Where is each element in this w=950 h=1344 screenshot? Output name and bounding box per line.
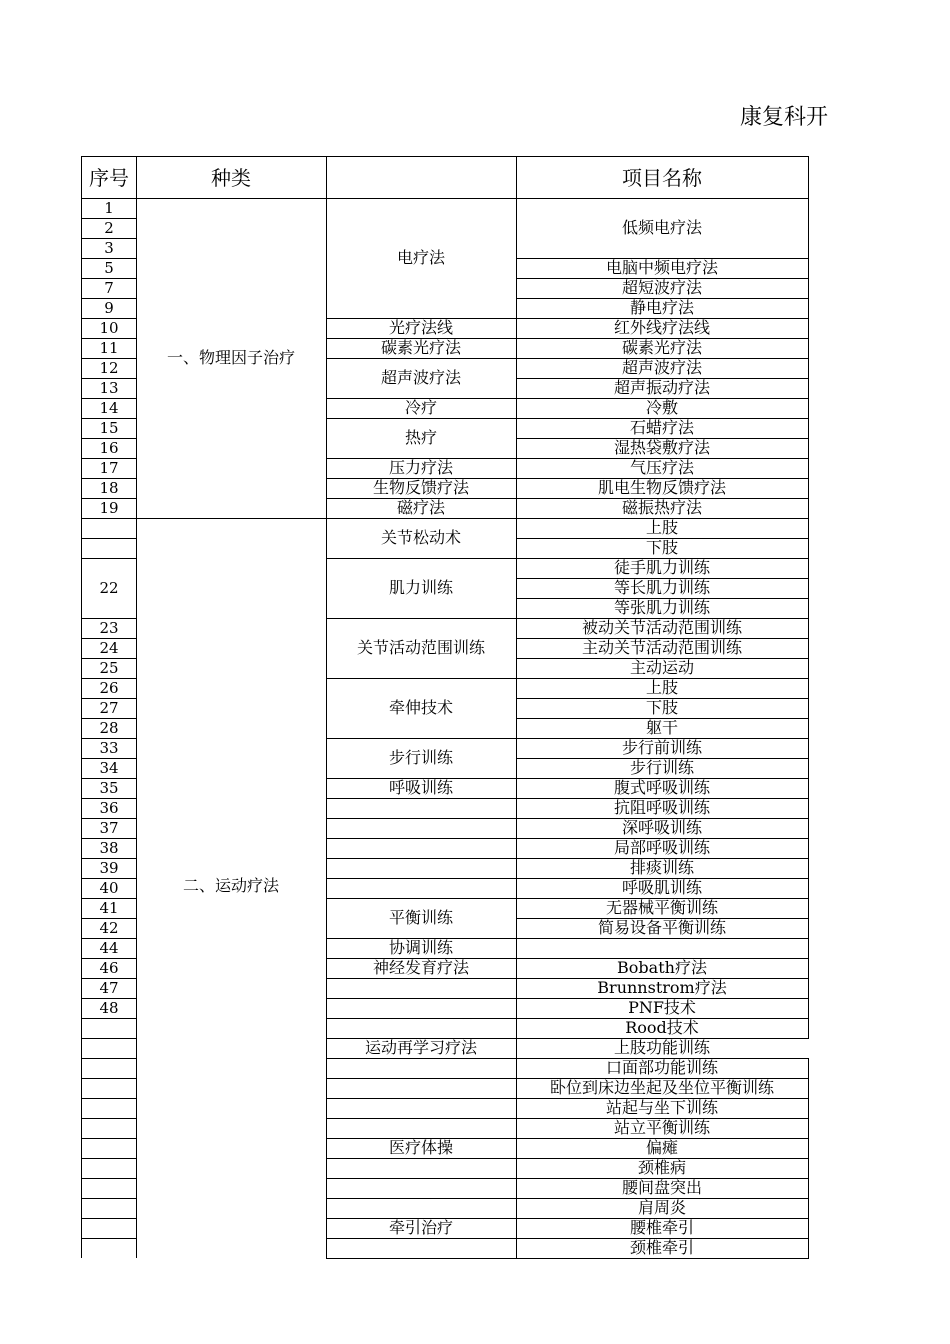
item-cell: Brunnstrom疗法 <box>597 978 727 997</box>
header-kind: 种类 <box>211 165 251 190</box>
grid-line <box>81 1238 136 1239</box>
method-cell: 光疗法线 <box>388 318 453 337</box>
item-cell: Bobath疗法 <box>617 958 707 977</box>
method-cell: 压力疗法 <box>388 458 453 477</box>
method-cell <box>326 1198 516 1218</box>
method-cell: 步行训练 <box>388 748 453 767</box>
kind-exercise-therapy: 二、运动疗法 <box>182 876 279 895</box>
item-cell: 上肢 <box>645 678 678 697</box>
item-cell: 超声振动疗法 <box>613 378 710 397</box>
seq-cell <box>82 1118 136 1138</box>
seq-cell: 36 <box>99 798 119 817</box>
seq-cell: 16 <box>99 438 119 457</box>
header-method <box>326 157 516 198</box>
item-cell: 上肢功能训练 <box>613 1038 710 1057</box>
seq-cell: 14 <box>99 398 119 417</box>
item-cell: 排痰训练 <box>629 858 694 877</box>
seq-cell <box>82 1058 136 1078</box>
method-cell: 平衡训练 <box>388 908 453 927</box>
seq-cell: 39 <box>99 858 119 877</box>
seq-cell <box>82 1018 136 1038</box>
method-cell: 热疗 <box>404 428 437 447</box>
item-cell: 腰椎牵引 <box>629 1218 694 1237</box>
method-cell <box>326 818 516 838</box>
seq-cell: 35 <box>99 778 119 797</box>
seq-cell: 25 <box>99 658 119 677</box>
item-cell: 下肢 <box>645 698 678 717</box>
method-cell <box>326 1238 516 1258</box>
seq-cell: 3 <box>104 238 114 257</box>
seq-cell: 17 <box>99 458 119 477</box>
item-cell: 口面部功能训练 <box>605 1058 718 1077</box>
item-cell: 冷敷 <box>645 398 678 417</box>
item-cell: 躯干 <box>645 718 678 737</box>
method-cell <box>326 998 516 1018</box>
method-cell <box>326 978 516 998</box>
seq-cell: 34 <box>99 758 119 777</box>
seq-cell <box>82 518 136 538</box>
item-cell: 主动关节活动范围训练 <box>581 638 742 657</box>
method-cell: 电疗法 <box>396 248 445 267</box>
item-cell: 磁振热疗法 <box>621 498 702 517</box>
item-cell: 肩周炎 <box>637 1198 686 1217</box>
item-cell: 步行训练 <box>629 758 694 777</box>
item-cell: 颈椎病 <box>637 1158 686 1177</box>
method-cell: 碳素光疗法 <box>380 338 461 357</box>
seq-cell: 47 <box>99 978 119 997</box>
item-cell: 卧位到床边坐起及坐位平衡训练 <box>549 1078 774 1097</box>
item-cell: 站起与坐下训练 <box>605 1098 718 1117</box>
seq-cell <box>82 538 136 558</box>
seq-cell: 22 <box>99 578 119 597</box>
seq-cell: 12 <box>99 358 119 377</box>
seq-cell: 26 <box>99 678 119 697</box>
item-cell: 偏瘫 <box>645 1138 678 1157</box>
method-cell: 医疗体操 <box>388 1138 453 1157</box>
item-cell: 湿热袋敷疗法 <box>613 438 710 457</box>
seq-cell: 27 <box>99 698 119 717</box>
seq-cell: 40 <box>99 878 119 897</box>
method-cell <box>326 1078 516 1098</box>
header-seq: 序号 <box>89 165 129 190</box>
item-cell: 颈椎牵引 <box>629 1238 694 1257</box>
item-cell: 步行前训练 <box>621 738 702 757</box>
item-cell: Rood技术 <box>625 1018 699 1037</box>
seq-cell: 33 <box>99 738 119 757</box>
method-cell <box>326 1018 516 1038</box>
method-cell: 冷疗 <box>404 398 437 417</box>
seq-cell: 28 <box>99 718 119 737</box>
seq-cell <box>82 1138 136 1158</box>
method-cell: 关节松动术 <box>380 528 461 547</box>
seq-cell: 42 <box>99 918 119 937</box>
seq-cell: 44 <box>99 938 119 957</box>
item-cell: 气压疗法 <box>629 458 694 477</box>
seq-cell: 46 <box>99 958 119 977</box>
item-cell <box>516 938 808 958</box>
seq-cell: 15 <box>99 418 119 437</box>
seq-cell <box>82 1198 136 1218</box>
seq-cell: 23 <box>99 618 119 637</box>
method-cell <box>326 1098 516 1118</box>
seq-cell: 41 <box>99 898 119 917</box>
method-cell: 牵引治疗 <box>388 1218 453 1237</box>
item-cell: 深呼吸训练 <box>621 818 702 837</box>
method-cell: 磁疗法 <box>396 498 445 517</box>
method-cell <box>326 1058 516 1078</box>
item-cell: 静电疗法 <box>629 298 694 317</box>
item-cell: 等长肌力训练 <box>613 578 710 597</box>
method-cell <box>326 1118 516 1138</box>
seq-cell: 11 <box>99 338 119 357</box>
item-cell: 上肢 <box>645 518 678 537</box>
item-cell: 抗阻呼吸训练 <box>613 798 710 817</box>
method-cell: 生物反馈疗法 <box>372 478 469 497</box>
method-cell: 超声波疗法 <box>380 368 461 387</box>
item-cell: 下肢 <box>645 538 678 557</box>
item-cell: 碳素光疗法 <box>621 338 702 357</box>
item-cell: 腰间盘突出 <box>621 1178 702 1197</box>
item-cell: 局部呼吸训练 <box>613 838 710 857</box>
seq-cell <box>82 1078 136 1098</box>
seq-cell: 18 <box>99 478 119 497</box>
item-cell: 超声波疗法 <box>621 358 702 377</box>
method-cell <box>326 838 516 858</box>
item-cell: 肌电生物反馈疗法 <box>597 478 726 497</box>
item-cell: 被动关节活动范围训练 <box>581 618 742 637</box>
seq-cell <box>82 1178 136 1198</box>
method-cell: 肌力训练 <box>388 578 453 597</box>
header-item: 项目名称 <box>622 165 702 190</box>
item-cell: PNF技术 <box>628 998 696 1017</box>
item-cell: 红外线疗法线 <box>613 318 710 337</box>
seq-cell: 48 <box>99 998 119 1017</box>
item-cell: 徒手肌力训练 <box>613 558 710 577</box>
method-cell: 运动再学习疗法 <box>364 1038 477 1057</box>
seq-cell: 38 <box>99 838 119 857</box>
grid-line <box>808 156 809 1038</box>
method-cell <box>326 858 516 878</box>
method-cell: 神经发育疗法 <box>372 958 469 977</box>
seq-cell: 19 <box>99 498 119 517</box>
seq-cell: 37 <box>99 818 119 837</box>
item-cell: 超短波疗法 <box>621 278 702 297</box>
sheet-title: 康复科开 <box>740 105 829 130</box>
item-cell: 无器械平衡训练 <box>605 898 718 917</box>
item-cell: 主动运动 <box>629 658 694 677</box>
seq-cell <box>82 1218 136 1238</box>
seq-cell: 7 <box>104 278 114 297</box>
seq-cell: 24 <box>99 638 119 657</box>
item-cell: 站立平衡训练 <box>613 1118 710 1137</box>
item-cell: 电脑中频电疗法 <box>605 258 718 277</box>
method-cell <box>326 878 516 898</box>
seq-cell <box>82 1098 136 1118</box>
seq-cell: 10 <box>99 318 119 337</box>
seq-cell <box>82 1038 136 1058</box>
method-cell: 呼吸训练 <box>388 778 453 797</box>
method-cell <box>326 798 516 818</box>
item-cell: 简易设备平衡训练 <box>597 918 726 937</box>
seq-cell: 13 <box>99 378 119 397</box>
grid-line <box>326 1258 516 1259</box>
seq-cell <box>82 1158 136 1178</box>
method-cell <box>326 1158 516 1178</box>
item-cell: 石蜡疗法 <box>629 418 694 437</box>
grid-line <box>516 1258 809 1259</box>
item-cell: 低频电疗法 <box>621 218 702 237</box>
item-cell: 呼吸肌训练 <box>621 878 702 897</box>
method-cell: 牵伸技术 <box>388 698 453 717</box>
seq-cell: 9 <box>104 298 114 317</box>
item-cell: 腹式呼吸训练 <box>613 778 710 797</box>
seq-cell: 1 <box>104 198 114 217</box>
kind-physical-therapy: 一、物理因子治疗 <box>166 348 295 367</box>
method-cell <box>326 1178 516 1198</box>
seq-cell: 5 <box>104 258 114 277</box>
method-cell: 关节活动范围训练 <box>356 638 485 657</box>
seq-cell: 2 <box>104 218 114 237</box>
method-cell: 协调训练 <box>388 938 453 957</box>
item-cell: 等张肌力训练 <box>613 598 710 617</box>
